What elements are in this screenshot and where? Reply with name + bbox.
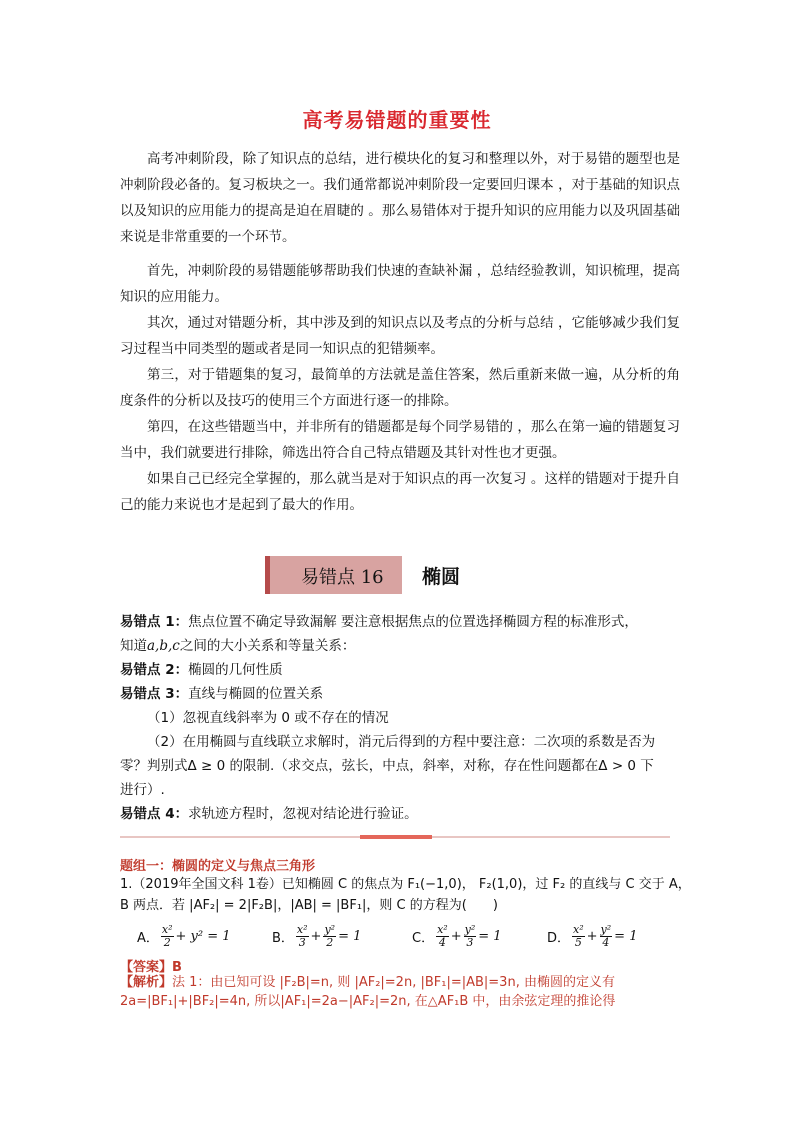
intro-paragraph: 首先，冲刺阶段的易错题能够帮助我们快速的查缺补漏 ，总结经验教训，知识梳理，提高知识的应用能力。 (120, 263, 680, 305)
option-label: C． (412, 931, 435, 946)
error-point-text: 椭圆的几何性质 (188, 662, 283, 678)
question-1 (120, 874, 691, 916)
fraction (572, 924, 585, 949)
divider-accent (360, 835, 432, 839)
option-label: A． (137, 931, 159, 946)
section-banner (265, 556, 500, 594)
intro-paragraph: 如果自己已经完全掌握的，那么就当是对于知识点的再一次复习 。这样的错题对于提升自己的能力来说也才是起到了最大的作用。 (120, 471, 680, 513)
error-point-label: 易错点 1： (120, 614, 189, 630)
error-point-text: 焦点位置不确定导致漏解 要注意根据焦点的位置选择椭圆方程的标准形式， (188, 614, 638, 630)
option-label: B． (272, 931, 294, 946)
denominator: 2 (163, 936, 171, 949)
fraction (296, 924, 309, 949)
denominator: 3 (298, 936, 306, 949)
page-title: 高考易错题的重要性 (302, 108, 492, 132)
intro-paragraph: 第三，对于错题集的复习，最简单的方法就是盖住答案，然后重新来做一遍，从分析的角度条件的分析以及技巧的使用三个方面进行逐一的排除。 (120, 367, 680, 409)
analysis-section (120, 973, 680, 1011)
question-text: B 两点．若 |AF₂| = 2|F₂B|，|AB| = |BF₁|，则 C 的方程为( ) (120, 898, 498, 913)
denominator: 2 (326, 936, 334, 949)
numerator: x² (296, 923, 308, 936)
error-point-4 (120, 802, 680, 826)
analysis-line: 2a=|BF₁|+|BF₂|=4n, 所以|AF₁|=2a−|AF₂|=2n, 在△AF₁B 中，由余弦定理的推论得 (120, 994, 616, 1009)
fraction (436, 924, 449, 949)
option-a (137, 924, 231, 949)
banner-topic: 椭圆 (422, 566, 461, 588)
answer-line: 【答案】B (120, 960, 182, 975)
error-point-label: 易错点 3： (120, 686, 189, 702)
numerator: y² (600, 923, 612, 936)
plus-sign: + (310, 929, 322, 944)
numerator: y² (324, 923, 336, 936)
error-point-text: 直线与椭圆的位置关系 (188, 686, 324, 702)
plus-sign: + (586, 929, 598, 944)
option-c (412, 924, 502, 949)
error-point-3-sub: 进行）. (120, 782, 165, 798)
numerator: x² (573, 923, 584, 936)
denominator: 4 (438, 936, 446, 949)
numerator: x² (437, 923, 448, 936)
math-variables: a,b,c (147, 638, 180, 654)
intro-paragraph: 高考冲刺阶段，除了知识点的总结，进行模块化的复习和整理以外，对于易错的题型也是冲刺阶段必备的。复习板块之一。我们通常都说冲刺阶段一定要回归课本 ，对于基础的知识点以及知识的应用能力的提高是迫在眉睫的 。那么易错体对于提升知识的应用能力以及巩固基础来说是非常重要的一个环节。 (120, 151, 680, 245)
option-b (272, 924, 361, 949)
error-point-3-sub: （1）忽视直线斜率为 0 或不存在的情况 (147, 710, 389, 726)
fraction (464, 924, 477, 949)
error-point-3 (120, 682, 680, 706)
error-point-text: 知道 (120, 638, 147, 654)
error-point-text: 之间的大小关系和等量关系： (179, 638, 356, 654)
error-point-2 (120, 658, 680, 682)
numerator: y² (464, 923, 476, 936)
denominator: 4 (602, 936, 610, 949)
section-divider (120, 836, 670, 838)
intro-paragraph: 第四，在这些错题当中，并非所有的错题都是每个同学易错的 ，那么在第一遍的错题复习当中，我们就要进行排除，筛选出符合自己特点错题及其针对性也才更强。 (120, 419, 680, 461)
error-point-1-cont (120, 634, 680, 658)
equation-rest: = 1 (338, 929, 362, 944)
banner-label: 易错点 16 (301, 567, 384, 588)
numerator: x² (161, 923, 173, 936)
denominator: 3 (466, 936, 474, 949)
denominator: 5 (574, 936, 582, 949)
analysis-text: 法 1：由已知可设 |F₂B|=n, 则 |AF₂|=2n, |BF₁|=|AB|=3n, 由椭圆的定义有 (172, 975, 615, 990)
error-point-label: 易错点 2： (120, 662, 189, 678)
error-points (120, 610, 680, 826)
option-label: D． (547, 931, 571, 946)
intro-paragraph: 其次，通过对错题分析，其中涉及到的知识点以及考点的分析与总结 ，它能够减少我们复习过程当中同类型的题或者是同一知识点的犯错频率。 (120, 315, 680, 357)
question-text: 1.（2019年全国文科 1卷）已知椭圆 C 的焦点为 F₁(−1,0)， F₂(1,0)，过 F₂ 的直线与 C 交于 A， (120, 877, 691, 892)
intro-section (120, 146, 680, 518)
equation-rest: + y² = 1 (175, 929, 231, 944)
equation-rest: = 1 (614, 929, 638, 944)
error-point-text: 求轨迹方程时，忽视对结论进行验证。 (188, 806, 418, 822)
answer-options (137, 924, 657, 952)
fraction (323, 924, 336, 949)
analysis-line (120, 973, 680, 992)
error-point-1 (120, 610, 680, 634)
error-point-3-sub: （2）在用椭圆与直线联立求解时，消元后得到的方程中要注意：二次项的系数是否为 (147, 734, 656, 750)
error-point-label: 易错点 4： (120, 806, 189, 822)
option-d (547, 924, 637, 949)
group-title: 题组一：椭圆的定义与焦点三角形 (120, 859, 316, 874)
equation-rest: = 1 (478, 929, 502, 944)
analysis-tag: 【解析】 (120, 975, 173, 990)
fraction (600, 924, 613, 949)
error-point-3-sub: 零？判别式Δ ≥ 0 的限制.（求交点，弦长，中点，斜率，对称，存在性问题都在Δ > 0 下 (120, 758, 654, 774)
fraction (161, 924, 174, 949)
plus-sign: + (450, 929, 462, 944)
